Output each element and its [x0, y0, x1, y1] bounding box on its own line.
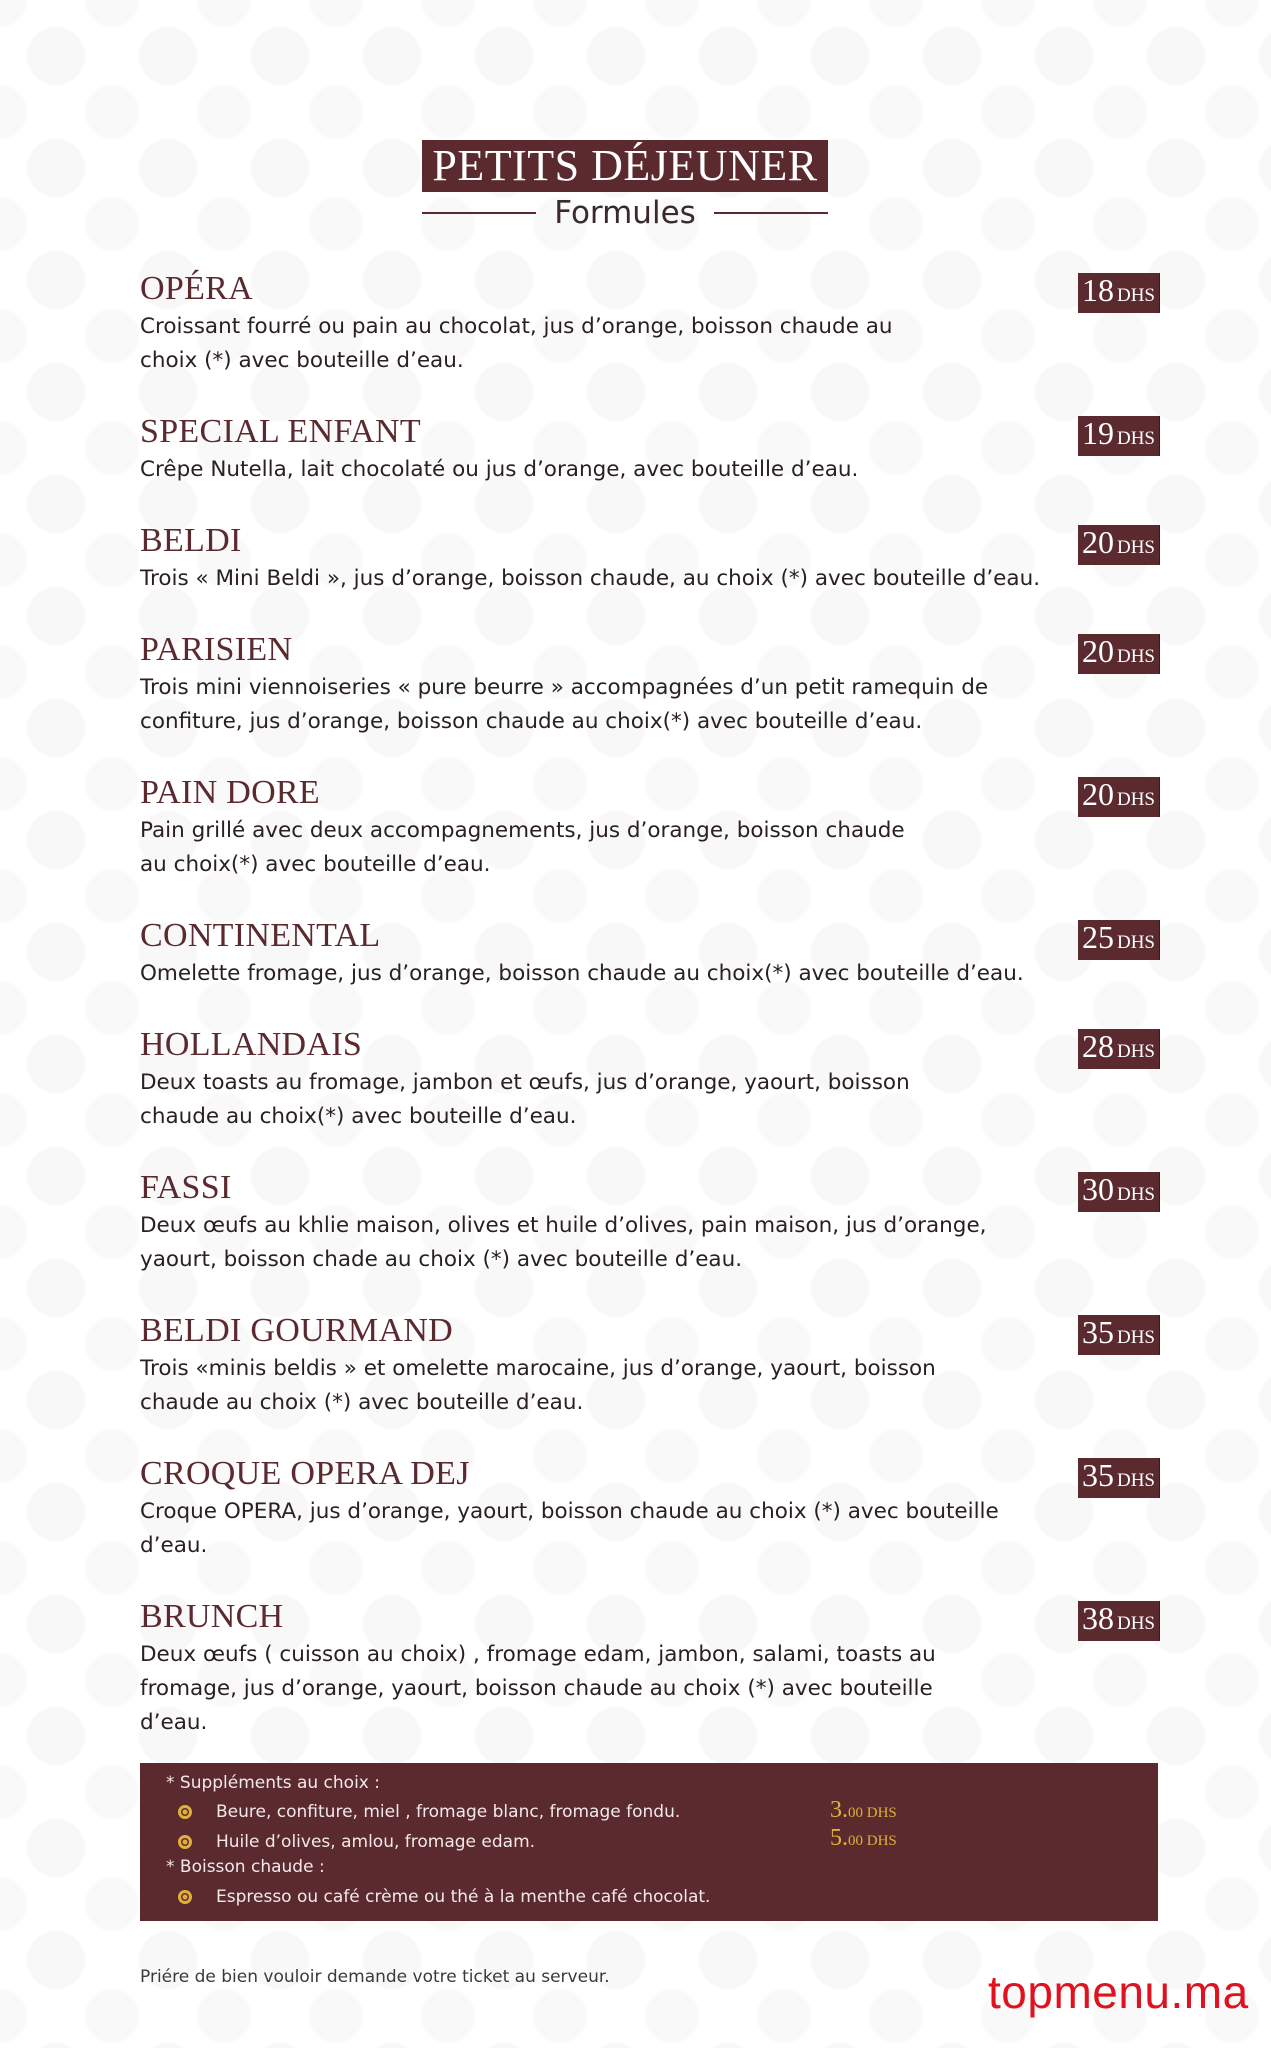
price-unit: DHS	[1116, 1327, 1155, 1348]
item-description: Croque OPERA, jus d’orange, yaourt, boisson chaude au choix (*) avec bouteille d’eau.	[140, 1499, 999, 1558]
page-subtitle: Formules	[554, 195, 696, 231]
price-value: 28	[1081, 1028, 1114, 1064]
item-name: FASSI	[140, 1169, 232, 1206]
price-badge	[1078, 1172, 1160, 1212]
price-badge	[1078, 1029, 1160, 1069]
menu-header	[422, 140, 828, 232]
menu-item-brunch	[140, 1598, 1160, 1740]
menu-item-fassi	[140, 1169, 1160, 1277]
price-unit: DHS	[1116, 1041, 1155, 1062]
price-value: 30	[1081, 1171, 1114, 1207]
price-unit: DHS	[1116, 1470, 1155, 1491]
supplement-price-2	[830, 1825, 897, 1852]
item-description: Deux œufs au khlie maison, olives et huile d’olives, pain maison, jus d’orange, yaourt, boisson chade au choix (*) avec bouteille d’eau.	[140, 1213, 987, 1272]
item-name: CONTINENTAL	[140, 917, 381, 954]
divider-right	[714, 212, 828, 214]
item-description: Deux œufs ( cuisson au choix) , fromage edam, jambon, salami, toasts au fromage, jus d’orange, yaourt, boisson chaude au choix (*) avec bouteille d’eau.	[140, 1642, 936, 1735]
item-description: Trois «minis beldis » et omelette marocaine, jus d’orange, yaourt, boisson chaude au choix (*) avec bouteille d’eau.	[140, 1356, 936, 1415]
item-name: BELDI	[140, 522, 242, 559]
item-description: Crêpe Nutella, lait chocolaté ou jus d’orange, avec bouteille d’eau.	[140, 457, 859, 482]
menu-list	[140, 270, 1160, 1775]
price-value: 20	[1081, 776, 1114, 812]
menu-item-pain-dore	[140, 774, 1160, 882]
menu-item-croque-opera-dej	[140, 1455, 1160, 1563]
price-unit: DHS	[1116, 428, 1155, 449]
price-value: 20	[1081, 524, 1114, 560]
price-value: 20	[1081, 633, 1114, 669]
item-name: BRUNCH	[140, 1598, 284, 1635]
flower-bullet-icon	[178, 1835, 192, 1849]
menu-item-hollandais	[140, 1026, 1160, 1134]
item-description: Pain grillé avec deux accompagnements, jus d’orange, boisson chaude au choix(*) avec bouteille d’eau.	[140, 818, 905, 877]
menu-item-parisien	[140, 631, 1160, 739]
price-badge	[1078, 634, 1160, 674]
price-badge	[1078, 1458, 1160, 1498]
item-name: CROQUE OPERA DEJ	[140, 1455, 470, 1492]
hot-drink-line: Espresso ou café crème ou thé à la menthe café chocolat.	[216, 1887, 711, 1907]
price-decimal: 00 DHS	[848, 1833, 897, 1849]
supplement-line-1: Beure, confiture, miel , fromage blanc, fromage fondu.	[216, 1802, 681, 1822]
price-badge	[1078, 1315, 1160, 1355]
price-unit: DHS	[1116, 537, 1155, 558]
subtitle-row	[422, 194, 828, 232]
divider-left	[422, 212, 536, 214]
price-unit: DHS	[1116, 646, 1155, 667]
item-name: PAIN DORE	[140, 774, 320, 811]
menu-item-opera	[140, 270, 1160, 378]
price-unit: DHS	[1116, 285, 1155, 306]
price-integer: 3.	[830, 1797, 848, 1823]
price-value: 35	[1081, 1314, 1114, 1350]
watermark: topmenu.ma	[988, 1966, 1249, 2018]
price-value: 25	[1081, 919, 1114, 955]
price-badge	[1078, 525, 1160, 565]
flower-bullet-icon	[178, 1805, 192, 1819]
item-name: PARISIEN	[140, 631, 293, 668]
item-description: Omelette fromage, jus d’orange, boisson chaude au choix(*) avec bouteille d’eau.	[140, 961, 1024, 986]
price-badge	[1078, 416, 1160, 456]
item-name: BELDI GOURMAND	[140, 1312, 454, 1349]
item-name: OPÉRA	[140, 270, 253, 307]
menu-item-beldi	[140, 522, 1160, 596]
menu-item-beldi-gourmand	[140, 1312, 1160, 1420]
price-value: 19	[1081, 415, 1114, 451]
price-integer: 5.	[830, 1825, 848, 1851]
menu-item-special-enfant	[140, 413, 1160, 487]
price-badge	[1078, 273, 1160, 313]
price-value: 18	[1081, 272, 1114, 308]
item-name: SPECIAL ENFANT	[140, 413, 421, 450]
footer-note: Priére de bien vouloir demande votre ticket au serveur.	[140, 1967, 610, 1987]
price-unit: DHS	[1116, 789, 1155, 810]
supplement-line-2: Huile d’olives, amlou, fromage edam.	[216, 1832, 536, 1852]
page-title: PETITS DÉJEUNER	[422, 140, 828, 192]
menu-item-continental	[140, 917, 1160, 991]
item-description: Trois mini viennoiseries « pure beurre » accompagnées d’un petit ramequin de confiture, jus d’orange, boisson chaude au choix(*) avec bouteille d’eau.	[140, 675, 989, 734]
flower-bullet-icon	[178, 1890, 192, 1904]
price-badge	[1078, 1601, 1160, 1641]
price-unit: DHS	[1116, 1613, 1155, 1634]
price-unit: DHS	[1116, 932, 1155, 953]
price-decimal: 00 DHS	[848, 1805, 897, 1821]
item-name: HOLLANDAIS	[140, 1026, 363, 1063]
hot-drink-heading: * Boisson chaude :	[166, 1857, 325, 1877]
price-value: 35	[1081, 1457, 1114, 1493]
price-badge	[1078, 777, 1160, 817]
supplement-price-1	[830, 1797, 897, 1824]
price-badge	[1078, 920, 1160, 960]
supplements-box	[140, 1763, 1158, 1921]
item-description: Croissant fourré ou pain au chocolat, jus d’orange, boisson chaude au choix (*) avec bouteille d’eau.	[140, 314, 893, 373]
item-description: Trois « Mini Beldi », jus d’orange, boisson chaude, au choix (*) avec bouteille d’eau.	[140, 566, 1041, 591]
price-unit: DHS	[1116, 1184, 1155, 1205]
price-value: 38	[1081, 1600, 1114, 1636]
item-description: Deux toasts au fromage, jambon et œufs, jus d’orange, yaourt, boisson chaude au choix(*) avec bouteille d’eau.	[140, 1070, 910, 1129]
supplements-heading: * Suppléments au choix :	[166, 1773, 380, 1793]
